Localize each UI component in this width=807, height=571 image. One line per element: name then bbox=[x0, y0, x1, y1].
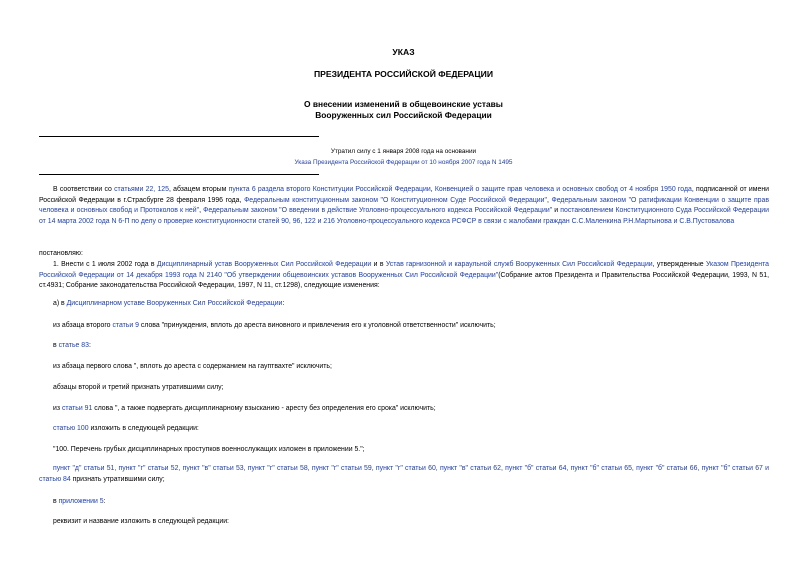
document-issuer: ПРЕЗИДЕНТА РОССИЙСКОЙ ФЕДЕРАЦИИ bbox=[313, 69, 494, 79]
text: признать утратившими силу; bbox=[70, 475, 165, 483]
text: В соответствии со bbox=[53, 186, 115, 193]
status-note: Утратил силу с 1 января 2008 года на основании bbox=[330, 148, 477, 155]
line-repealed-items bbox=[39, 464, 769, 485]
document-subject-line2: Вооруженных сил Российской Федерации bbox=[315, 110, 492, 120]
text: в bbox=[53, 498, 59, 505]
text: , bbox=[546, 196, 552, 204]
line-article-83 bbox=[53, 342, 91, 349]
link-constitutional-court-law[interactable]: Федеральным конституционным законом "О Конституционном Суде Российской Федерации" bbox=[244, 196, 547, 204]
text: , утвержденные bbox=[652, 261, 706, 268]
decree-word: постановляю: bbox=[39, 250, 83, 257]
text: слова ", а также подвергать дисциплинарному взысканию - аресту без определения его срока" исключить; bbox=[92, 405, 436, 412]
line-requisite: реквизит и название изложить в следующей редакции: bbox=[53, 518, 229, 525]
link-garrison-charter[interactable]: Устав гарнизонной и караульной служб Вооруженных Сил Российской Федерации bbox=[385, 261, 653, 268]
text: слова "принуждения, вплоть до ареста виновного и привлечения его к уголовной ответственности" исключить; bbox=[138, 322, 496, 329]
text: , подписанной от имени Российской Федерации в г.Страсбурге 28 февраля 1996 года, bbox=[39, 186, 769, 204]
link-disciplinary-charter-a[interactable]: Дисциплинарном уставе Вооруженных Сил Российской Федерации bbox=[66, 300, 283, 307]
text: , bbox=[199, 207, 204, 215]
line-article-100 bbox=[53, 425, 199, 432]
line-second-third: абзацы второй и третий признать утратившими силу; bbox=[53, 384, 224, 391]
text: из абзаца второго bbox=[53, 322, 113, 329]
text: а) в bbox=[53, 300, 67, 307]
link-disciplinary-charter[interactable]: Дисциплинарный устав Вооруженных Сил Российской Федерации bbox=[156, 261, 372, 268]
line-quote-100: "100. Перечень грубых дисциплинарных проступков военнослужащих изложен в приложении 5."; bbox=[53, 446, 365, 453]
link-ratification-law[interactable]: Федеральным законом "О ратификации Конвенции о защите прав человека и основных свобод и Протоколов к ней" bbox=[39, 196, 770, 215]
link-article-83[interactable]: статье 83 bbox=[58, 342, 89, 349]
link-decree-2140[interactable]: Указом Президента Российской Федерации от 14 декабря 1993 года N 2140 "Об утверждении общевоинских уставов Вооруженных Сил Российской Федерации" bbox=[39, 261, 769, 279]
text: и в bbox=[371, 261, 386, 268]
sub-item-a bbox=[53, 300, 284, 307]
document-subject-line1: О внесении изменений в общевоинские уставы bbox=[304, 99, 503, 109]
text: : bbox=[88, 342, 91, 349]
text: и bbox=[552, 207, 561, 215]
link-repealed-articles[interactable]: пункт "д" статьи 51, пункт "г" статьи 52, пункт "в" статьи 53, пункт "г" статьи 58, пункт "г" статьи 59, пункт "г" статьи 60, пункт "в" статьи 62, пункт "б" статьи 64, пункт "б" статьи 65, пункт "б" статьи 66, пункт "б" статьи 67 и статью 84 bbox=[39, 465, 769, 483]
text: (Собрание актов Президента и Правительства Российской Федерации, 1993, N 51, ст.4931; Собрание законодательства Российской Федерации, 1997, N 11, ст.1298), следующие изменения: bbox=[39, 271, 769, 290]
text: , bbox=[430, 186, 435, 193]
text: : bbox=[282, 300, 285, 307]
link-criminal-procedure-law[interactable]: Федеральным законом "О введении в действие Уголовно-процессуального кодекса Российской Федерации" bbox=[203, 207, 553, 215]
link-article-9[interactable]: статьи 9 bbox=[112, 322, 139, 329]
text: из bbox=[53, 405, 62, 412]
text: изложить в следующей редакции: bbox=[88, 425, 199, 432]
link-court-resolution[interactable]: постановлением Конституционного Суда Российской Федерации от 14 марта 2002 года N 6-П по делу о проверке конституционности статей 90, 96, 122 и 216 Уголовно-процессуального кодекса РСФСР в связи с жалобами граждан С.С.Маленкина Р.Н.Мартынова и С.В.Пустовалова bbox=[39, 207, 769, 225]
text: в bbox=[53, 342, 59, 349]
bottom-rule bbox=[39, 174, 319, 175]
link-article-100[interactable]: статью 100 bbox=[53, 425, 89, 432]
link-constitution-section[interactable]: пункта 6 раздела второго Конституции Российской Федерации bbox=[228, 186, 431, 193]
text: , абзацем вторым bbox=[168, 186, 229, 193]
link-appendix-5[interactable]: приложении 5 bbox=[58, 498, 104, 505]
text: 1. Внести с 1 июля 2002 года в bbox=[53, 261, 157, 268]
line-first-paragraph: из абзаца первого слова ", вплоть до ареста с содержанием на гауптвахте" исключить; bbox=[53, 363, 332, 370]
line-article-91 bbox=[53, 405, 436, 412]
link-constitution-articles[interactable]: статьями 22, 125 bbox=[114, 186, 169, 193]
line-article-9 bbox=[53, 322, 496, 329]
preamble-paragraph bbox=[39, 185, 769, 227]
text: : bbox=[103, 498, 106, 505]
line-appendix-5 bbox=[53, 498, 105, 505]
repeal-link[interactable]: Указа Президента Российской Федерации от 10 ноября 2007 года N 1495 bbox=[294, 159, 513, 166]
link-convention[interactable]: Конвенцией о защите прав человека и основных свобод от 4 ноября 1950 года bbox=[434, 186, 692, 193]
top-rule bbox=[39, 136, 319, 137]
item-1-paragraph bbox=[39, 260, 769, 292]
document-title: УКАЗ bbox=[392, 47, 415, 57]
link-article-91[interactable]: статьи 91 bbox=[61, 405, 93, 412]
